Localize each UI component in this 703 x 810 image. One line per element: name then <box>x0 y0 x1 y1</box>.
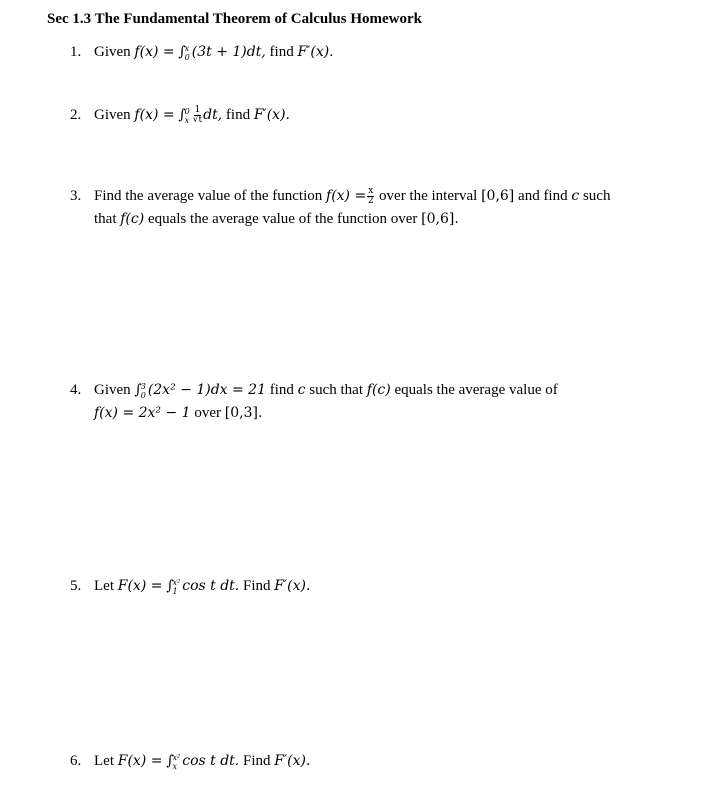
interval: [0,3]. <box>224 405 263 421</box>
problem-number: 3. <box>70 188 82 204</box>
fraction-numerator: x <box>368 186 374 197</box>
target-expression: F′(x). <box>274 753 311 769</box>
lower-limit: x <box>184 115 190 125</box>
variable-c: c <box>297 382 306 398</box>
function-def: f(x) = <box>134 107 175 123</box>
problem-number: 5. <box>70 578 82 594</box>
problem-4 <box>70 379 663 425</box>
integral-sign: ∫ <box>178 44 186 60</box>
target-expression: F′(x). <box>297 44 334 60</box>
integrand: cos t dt. <box>182 753 240 769</box>
problem-text: such that <box>309 382 364 398</box>
function-c: f(c) <box>120 211 145 227</box>
fraction-denominator: 2 <box>367 196 374 207</box>
integral-limits <box>173 578 181 596</box>
integral-sign: ∫ <box>178 107 186 123</box>
problem-number: 1. <box>70 44 82 60</box>
upper-limit: x² <box>172 752 181 762</box>
problem-2 <box>70 104 663 127</box>
function-def: F(x) = <box>117 753 163 769</box>
problem-text: such <box>582 188 611 204</box>
problem-number: 4. <box>70 382 82 398</box>
problem-text: find <box>269 382 294 398</box>
given-text: Given <box>94 107 131 123</box>
integral-sign: ∫ <box>166 753 174 769</box>
fraction <box>367 187 374 206</box>
fraction-denominator: √t <box>192 115 203 126</box>
problem-3 <box>70 185 663 231</box>
problem-text: equals the average value of the function over <box>147 211 418 227</box>
function-def: f(x) = <box>326 188 367 204</box>
integrand: (3t + 1)dt, <box>191 44 266 60</box>
problem-text: Find the average value of the function <box>94 188 323 204</box>
target-expression: F′(x). <box>253 107 290 123</box>
function-def: F(x) = <box>117 578 163 594</box>
integral-sign: ∫ <box>166 578 174 594</box>
given-text: Given <box>94 44 131 60</box>
problem-text: and find <box>518 188 568 204</box>
variable-c: c <box>571 188 580 204</box>
find-text: Find <box>243 753 271 769</box>
integrand: cos t dt. <box>182 578 240 594</box>
find-text: Find <box>243 578 271 594</box>
problem-5 <box>70 575 663 598</box>
problem-number: 6. <box>70 753 82 769</box>
integral-limits <box>173 753 181 771</box>
lower-limit: 0 <box>184 52 190 62</box>
fraction <box>193 106 202 125</box>
integrand: dt, <box>203 107 223 123</box>
fraction-numerator: 1 <box>194 105 201 116</box>
problem-text: over <box>194 405 221 421</box>
let-text: Let <box>94 578 114 594</box>
given-text: Given <box>94 382 131 398</box>
page-title: Sec 1.3 The Fundamental Theorem of Calculus Homework <box>47 11 423 27</box>
function-def: f(x) = <box>134 44 175 60</box>
interval: [0,6]. <box>421 211 459 227</box>
problem-1 <box>70 41 663 64</box>
lower-limit: 1 <box>172 586 178 596</box>
function-def: f(x) = 2x² − 1 <box>94 405 191 421</box>
problem-6 <box>70 750 663 773</box>
let-text: Let <box>94 753 114 769</box>
problem-text: that <box>94 211 117 227</box>
integrand: (2x² − 1)dx = 21 <box>147 382 266 398</box>
find-text: find <box>269 44 294 60</box>
target-expression: F′(x). <box>274 578 311 594</box>
upper-limit: x <box>184 43 190 53</box>
problem-text: equals the average value of <box>394 382 558 398</box>
upper-limit: 3 <box>140 381 146 391</box>
find-text: find <box>225 107 251 123</box>
function-c: f(c) <box>366 382 391 398</box>
upper-limit: x² <box>172 577 181 587</box>
problem-text: over the interval <box>379 188 478 204</box>
interval: [0,6] <box>481 188 515 204</box>
upper-limit: 0 <box>184 106 190 116</box>
lower-limit: x <box>172 761 178 771</box>
integral-sign: ∫ <box>134 382 142 398</box>
lower-limit: 0 <box>140 390 146 400</box>
problem-number: 2. <box>70 107 82 123</box>
